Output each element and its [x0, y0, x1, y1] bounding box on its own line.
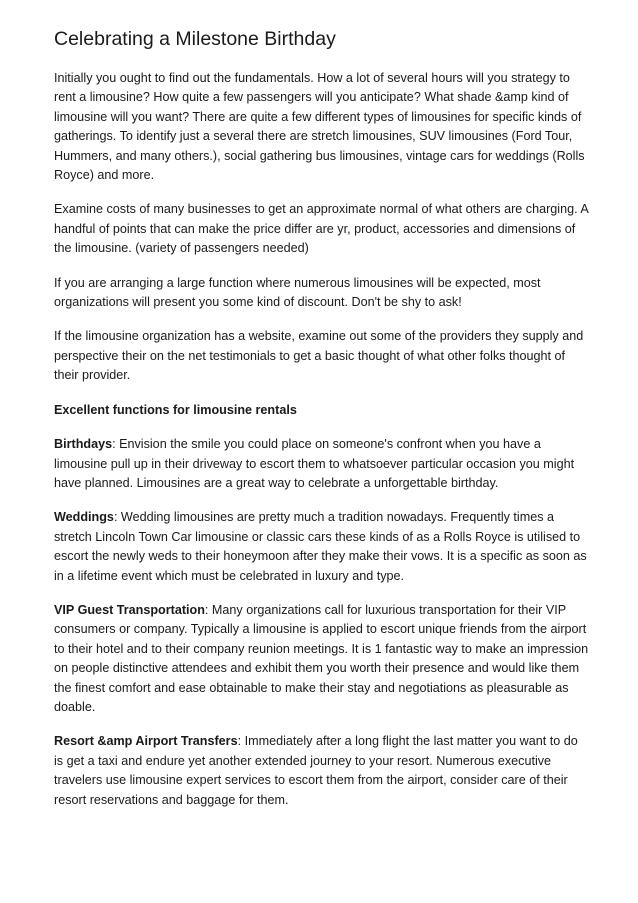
page-title: Celebrating a Milestone Birthday [54, 28, 336, 50]
document-page [54, 26, 590, 825]
section-text: : Wedding limousines are pretty much a tradition nowadays. Frequently times a stretch Lincoln Town Car limousine or classic cars these kinds of as a Rolls Royce is utilised to escort the newly weds to their honeymoon after they make their vows. It is a specific as soon as in a lifetime event which must be celebrated in luxury and type. [54, 510, 587, 583]
intro-paragraph-2: Examine costs of many businesses to get an approximate normal of what others are charging. A handful of points that can make the price differ are yr, product, accessories and dimensions of the limousine. (variety of passengers needed) [54, 202, 589, 256]
section-term: Weddings [54, 510, 114, 525]
section-term: Birthdays [54, 437, 113, 452]
section-term: Resort &amp Airport Transfers [54, 734, 238, 749]
section-vip-guest-transportation [54, 601, 590, 717]
section-birthdays [54, 435, 590, 493]
intro-paragraph-3: If you are arranging a large function where numerous limousines will be expected, most organizations will present you some kind of discount. Don't be shy to ask! [54, 275, 541, 310]
intro-paragraph-1: Initially you ought to find out the fundamentals. How a lot of several hours will you strategy to rent a limousine? How quite a few passengers will you anticipate? What shade &amp kind of limousine will you want? There are quite a few different types of limousines for specific kinds of gatherings. To identify just a several there are stretch limousines, SUV limousines (Ford Tour, Hummers, and many others.), social gathering bus limousines, vintage cars for weddings (Rolls Royce) and more. [54, 71, 585, 183]
intro-paragraph-4: If the limousine organization has a website, examine out some of the providers they supply and perspective their on the net testimonials to get a basic thought of what other folks thought of their provider. [54, 329, 584, 383]
section-text: : Envision the smile you could place on someone's confront when you have a limousine pull up in their driveway to escort them to whatsoever particular occasion you might have planned. Limousines are a great way to celebrate a unforgettable birthday. [54, 437, 575, 490]
section-term: VIP Guest Transportation [54, 602, 205, 617]
section-resort-airport-transfers [54, 732, 590, 810]
section-text: : Many organizations call for luxurious transportation for their VIP consumers or company. Typically a limousine is applied to escort unique friends from the airport to their hotel and to their company reunion meetings. It is 1 fantastic way to make an impression on people distinctive attendees and exhibit them you worth their presence and would like them the finest comfort and ease obtainable to make their stay and negotiations as pleasurable as doable. [54, 602, 589, 714]
section-heading: Excellent functions for limousine rentals [54, 402, 297, 417]
section-weddings [54, 508, 590, 586]
section-text: : Immediately after a long flight the last matter you want to do is get a taxi and endure yet another extended journey to your resort. Numerous executive travelers use limousine expert services to escort them from the airport, consider care of their resort reservations and baggage for them. [54, 734, 578, 807]
